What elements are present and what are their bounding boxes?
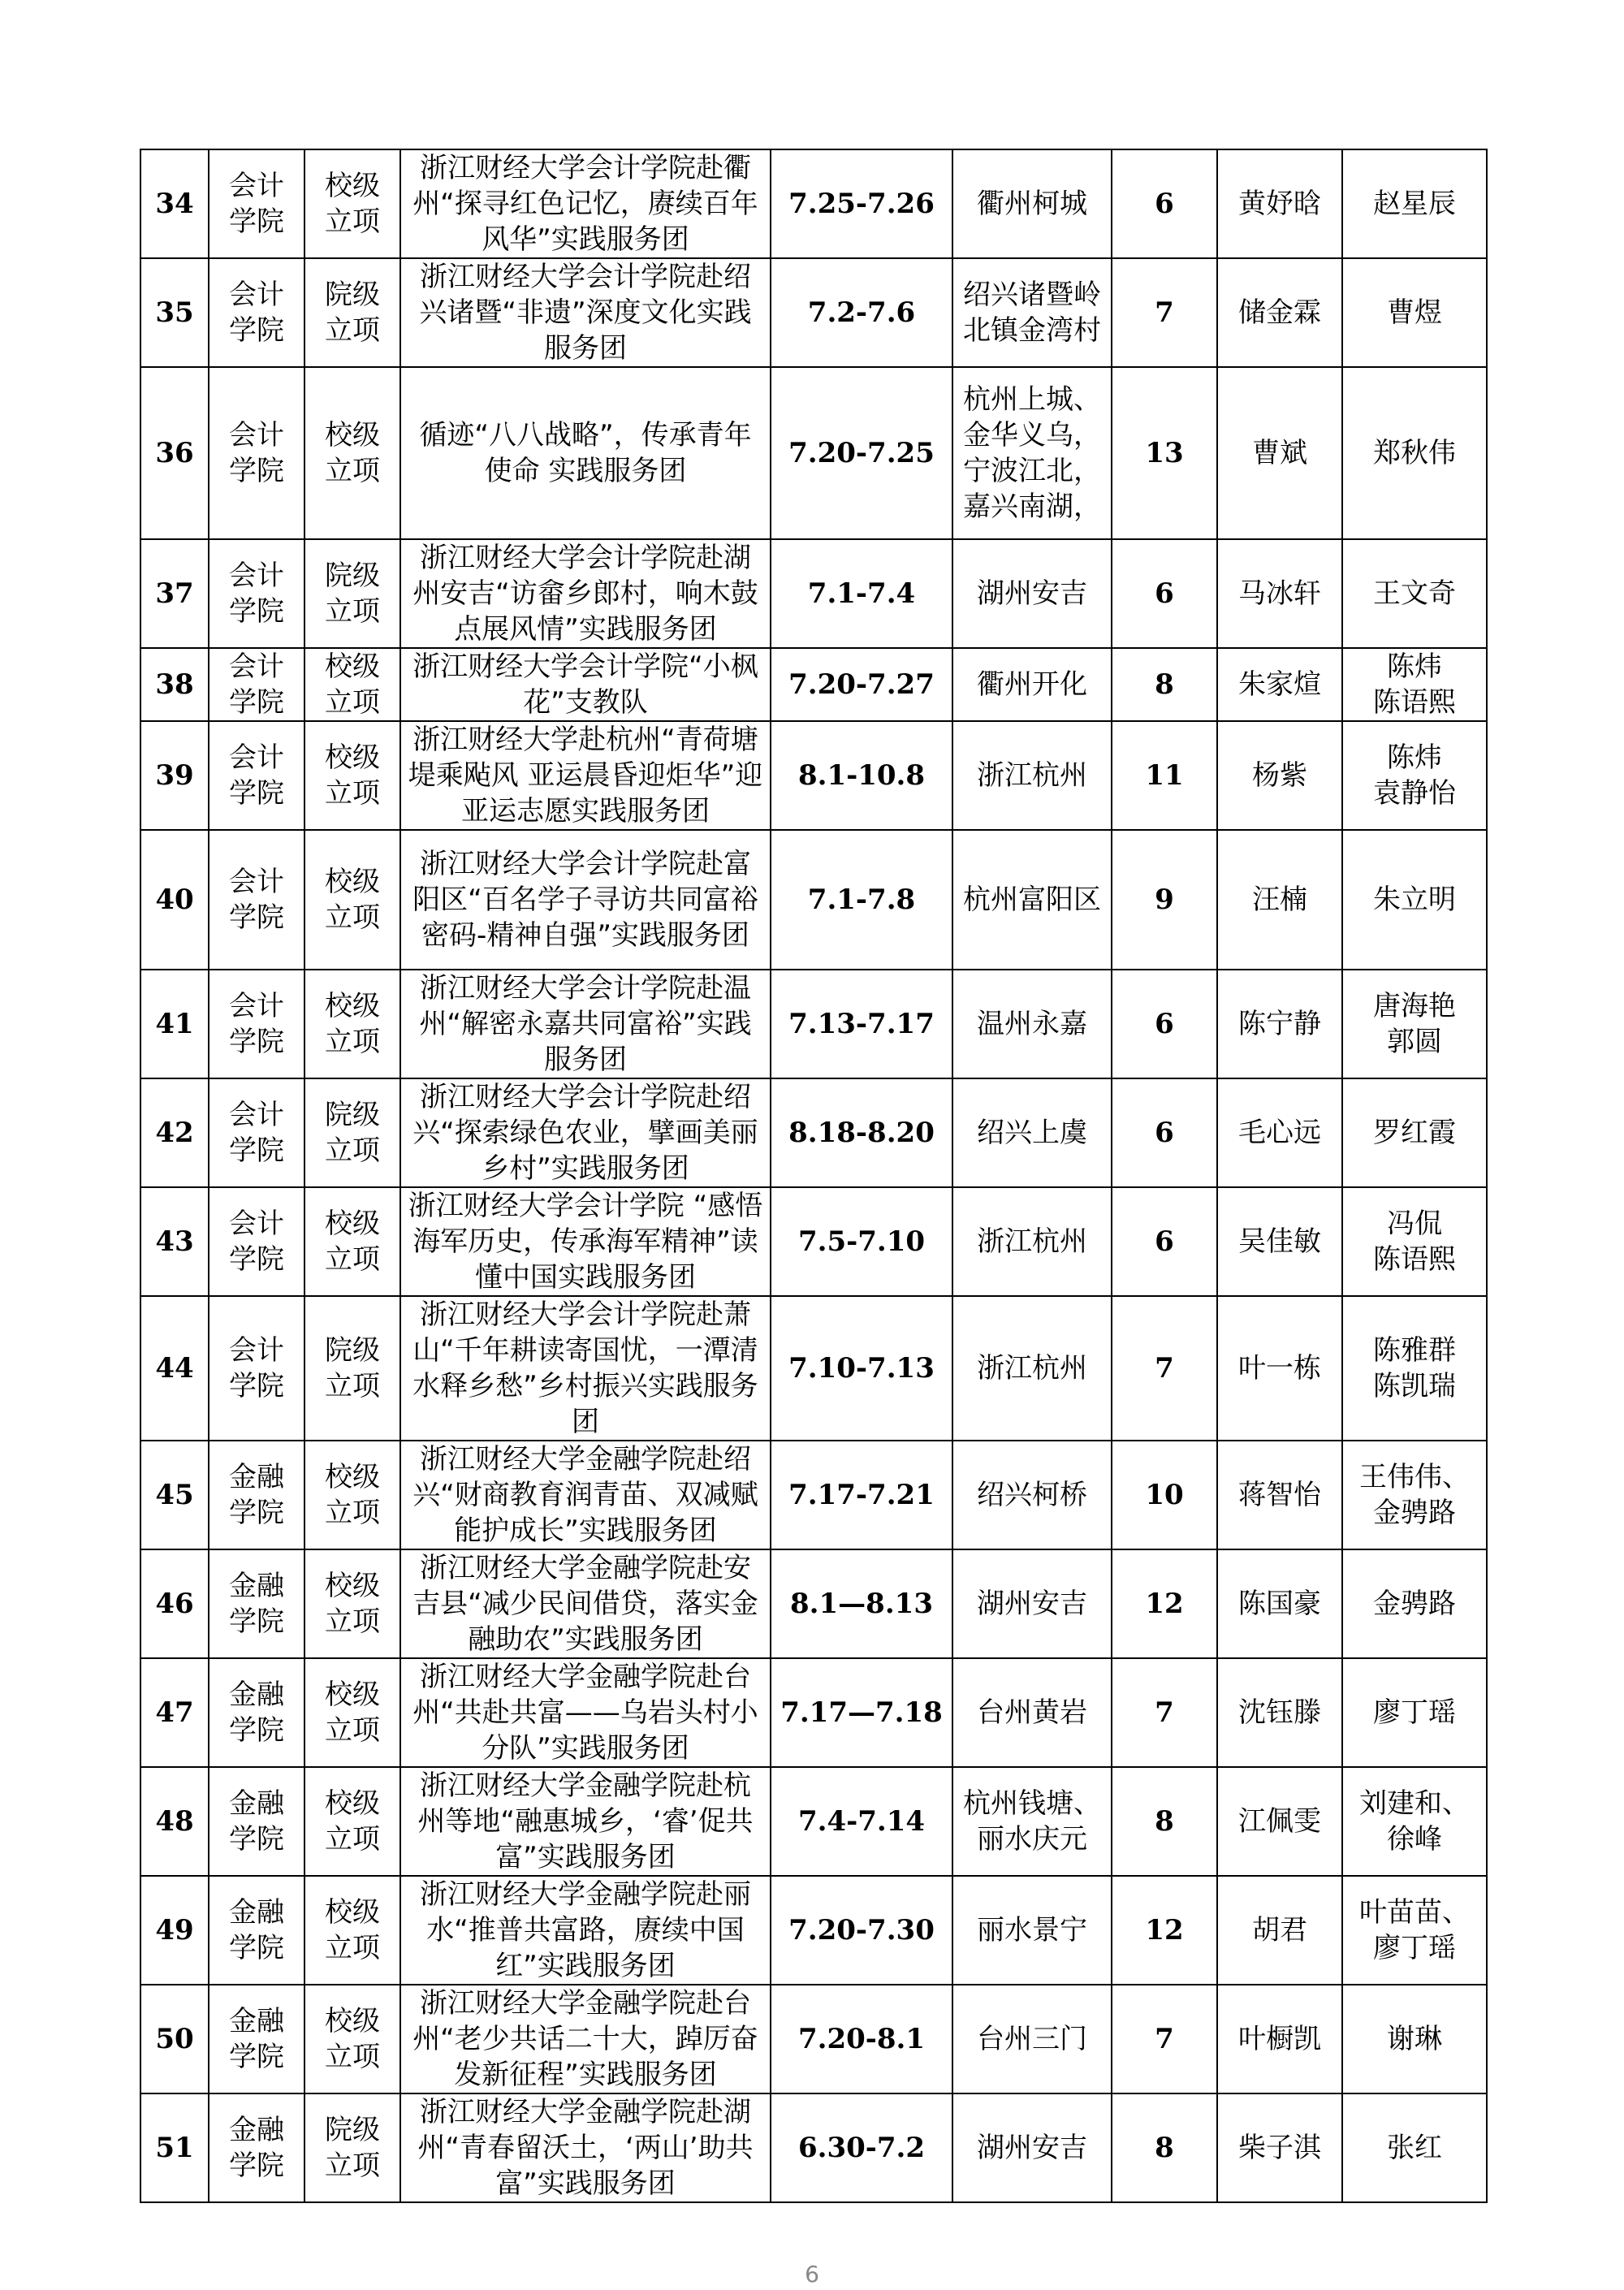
leader-cell: 储金霖 <box>1217 258 1342 367</box>
table-row <box>140 367 1487 539</box>
leader-cell: 陈国豪 <box>1217 1549 1342 1658</box>
row-number-cell: 44 <box>140 1296 209 1441</box>
row-number-cell: 34 <box>140 149 209 258</box>
location-cell: 温州永嘉 <box>952 970 1112 1078</box>
leader-cell: 吴佳敏 <box>1217 1187 1342 1296</box>
level-cell: 校级 立项 <box>304 149 400 258</box>
level-cell: 校级 立项 <box>304 1658 400 1767</box>
leader-cell: 江佩雯 <box>1217 1767 1342 1876</box>
level-cell: 校级 立项 <box>304 1549 400 1658</box>
project-name-cell: 浙江财经大学金融学院赴绍兴“财商教育润青苗、双减赋能护成长”实践服务团 <box>400 1441 771 1549</box>
college-cell: 会计 学院 <box>209 1187 304 1296</box>
college-cell: 会计 学院 <box>209 970 304 1078</box>
advisor-cell: 陈雅群 陈凯瑞 <box>1342 1296 1487 1441</box>
member-count-cell: 7 <box>1112 1296 1217 1441</box>
project-name-cell: 浙江财经大学金融学院赴湖州“青春留沃土，‘两山’助共富”实践服务团 <box>400 2093 771 2202</box>
project-name-cell: 循迹“八八战略”，传承青年使命 实践服务团 <box>400 367 771 539</box>
date-cell: 7.1-7.8 <box>771 830 952 970</box>
member-count-cell: 7 <box>1112 1985 1217 2093</box>
college-cell: 金融 学院 <box>209 2093 304 2202</box>
location-cell: 浙江杭州 <box>952 1187 1112 1296</box>
location-cell: 绍兴柯桥 <box>952 1441 1112 1549</box>
member-count-cell: 6 <box>1112 1078 1217 1187</box>
row-number-cell: 38 <box>140 648 209 721</box>
member-count-cell: 12 <box>1112 1549 1217 1658</box>
table-row <box>140 970 1487 1078</box>
table-row <box>140 1078 1487 1187</box>
member-count-cell: 8 <box>1112 1767 1217 1876</box>
location-cell: 台州黄岩 <box>952 1658 1112 1767</box>
advisor-cell: 张红 <box>1342 2093 1487 2202</box>
row-number-cell: 45 <box>140 1441 209 1549</box>
table-row <box>140 721 1487 830</box>
member-count-cell: 6 <box>1112 539 1217 648</box>
row-number-cell: 42 <box>140 1078 209 1187</box>
location-cell: 丽水景宁 <box>952 1876 1112 1985</box>
member-count-cell: 7 <box>1112 1658 1217 1767</box>
page-number: 6 <box>805 2261 819 2288</box>
table-row <box>140 1985 1487 2093</box>
location-cell: 衢州柯城 <box>952 149 1112 258</box>
date-cell: 7.17-7.21 <box>771 1441 952 1549</box>
table-row <box>140 1296 1487 1441</box>
row-number-cell: 36 <box>140 367 209 539</box>
location-cell: 杭州富阳区 <box>952 830 1112 970</box>
date-cell: 7.20-8.1 <box>771 1985 952 2093</box>
leader-cell: 朱家煊 <box>1217 648 1342 721</box>
date-cell: 7.5-7.10 <box>771 1187 952 1296</box>
table-row <box>140 1658 1487 1767</box>
location-cell: 杭州钱塘、丽水庆元 <box>952 1767 1112 1876</box>
level-cell: 校级 立项 <box>304 830 400 970</box>
member-count-cell: 8 <box>1112 648 1217 721</box>
project-name-cell: 浙江财经大学会计学院赴绍兴“探索绿色农业，擘画美丽乡村”实践服务团 <box>400 1078 771 1187</box>
project-table-body <box>140 149 1487 2202</box>
date-cell: 8.18-8.20 <box>771 1078 952 1187</box>
date-cell: 7.13-7.17 <box>771 970 952 1078</box>
project-name-cell: 浙江财经大学会计学院赴萧山“千年耕读寄国忧，一潭清水释乡愁”乡村振兴实践服务团 <box>400 1296 771 1441</box>
date-cell: 6.30-7.2 <box>771 2093 952 2202</box>
leader-cell: 沈钰滕 <box>1217 1658 1342 1767</box>
date-cell: 7.1-7.4 <box>771 539 952 648</box>
college-cell: 会计 学院 <box>209 367 304 539</box>
table-row <box>140 2093 1487 2202</box>
table-row <box>140 1876 1487 1985</box>
leader-cell: 叶一栋 <box>1217 1296 1342 1441</box>
project-name-cell: 浙江财经大学会计学院赴衢州“探寻红色记忆，赓续百年风华”实践服务团 <box>400 149 771 258</box>
row-number-cell: 48 <box>140 1767 209 1876</box>
college-cell: 金融 学院 <box>209 1549 304 1658</box>
date-cell: 7.10-7.13 <box>771 1296 952 1441</box>
project-name-cell: 浙江财经大学金融学院赴杭州等地“融惠城乡，‘睿’促共富”实践服务团 <box>400 1767 771 1876</box>
advisor-cell: 曹煜 <box>1342 258 1487 367</box>
project-name-cell: 浙江财经大学会计学院 “感悟海军历史，传承海军精神”读懂中国实践服务团 <box>400 1187 771 1296</box>
project-name-cell: 浙江财经大学金融学院赴台州“老少共话二十大，踔厉奋发新征程”实践服务团 <box>400 1985 771 2093</box>
advisor-cell: 唐海艳 郭圆 <box>1342 970 1487 1078</box>
advisor-cell: 金骋路 <box>1342 1549 1487 1658</box>
college-cell: 金融 学院 <box>209 1985 304 2093</box>
location-cell: 浙江杭州 <box>952 1296 1112 1441</box>
date-cell: 8.1—8.13 <box>771 1549 952 1658</box>
advisor-cell: 谢琳 <box>1342 1985 1487 2093</box>
leader-cell: 毛心远 <box>1217 1078 1342 1187</box>
date-cell: 7.4-7.14 <box>771 1767 952 1876</box>
level-cell: 校级 立项 <box>304 1876 400 1985</box>
level-cell: 校级 立项 <box>304 1187 400 1296</box>
leader-cell: 胡君 <box>1217 1876 1342 1985</box>
project-name-cell: 浙江财经大学金融学院赴丽水“推普共富路，赓续中国红”实践服务团 <box>400 1876 771 1985</box>
member-count-cell: 12 <box>1112 1876 1217 1985</box>
level-cell: 校级 立项 <box>304 367 400 539</box>
location-cell: 湖州安吉 <box>952 539 1112 648</box>
table-row <box>140 149 1487 258</box>
level-cell: 院级 立项 <box>304 1078 400 1187</box>
level-cell: 院级 立项 <box>304 258 400 367</box>
advisor-cell: 陈炜 袁静怡 <box>1342 721 1487 830</box>
college-cell: 会计 学院 <box>209 258 304 367</box>
member-count-cell: 10 <box>1112 1441 1217 1549</box>
project-name-cell: 浙江财经大学赴杭州“青荷塘堤乘飐风 亚运晨昏迎炬华”迎亚运志愿实践服务团 <box>400 721 771 830</box>
leader-cell: 黄妤晗 <box>1217 149 1342 258</box>
location-cell: 绍兴上虞 <box>952 1078 1112 1187</box>
table-row <box>140 1187 1487 1296</box>
college-cell: 会计 学院 <box>209 149 304 258</box>
project-table <box>140 149 1488 2203</box>
row-number-cell: 35 <box>140 258 209 367</box>
level-cell: 校级 立项 <box>304 648 400 721</box>
advisor-cell: 陈炜 陈语熙 <box>1342 648 1487 721</box>
leader-cell: 曹斌 <box>1217 367 1342 539</box>
date-cell: 7.20-7.30 <box>771 1876 952 1985</box>
college-cell: 会计 学院 <box>209 830 304 970</box>
project-name-cell: 浙江财经大学会计学院“小枫花”支教队 <box>400 648 771 721</box>
row-number-cell: 40 <box>140 830 209 970</box>
project-name-cell: 浙江财经大学金融学院赴安吉县“减少民间借贷，落实金融助农”实践服务团 <box>400 1549 771 1658</box>
member-count-cell: 11 <box>1112 721 1217 830</box>
project-name-cell: 浙江财经大学会计学院赴温州“解密永嘉共同富裕”实践服务团 <box>400 970 771 1078</box>
college-cell: 金融 学院 <box>209 1767 304 1876</box>
table-row <box>140 648 1487 721</box>
row-number-cell: 37 <box>140 539 209 648</box>
table-row <box>140 539 1487 648</box>
location-cell: 衢州开化 <box>952 648 1112 721</box>
project-name-cell: 浙江财经大学金融学院赴台州“共赴共富——乌岩头村小分队”实践服务团 <box>400 1658 771 1767</box>
table-row <box>140 1441 1487 1549</box>
college-cell: 会计 学院 <box>209 721 304 830</box>
level-cell: 院级 立项 <box>304 2093 400 2202</box>
advisor-cell: 廖丁瑶 <box>1342 1658 1487 1767</box>
advisor-cell: 罗红霞 <box>1342 1078 1487 1187</box>
date-cell: 7.17—7.18 <box>771 1658 952 1767</box>
leader-cell: 马冰轩 <box>1217 539 1342 648</box>
college-cell: 会计 学院 <box>209 648 304 721</box>
level-cell: 院级 立项 <box>304 1296 400 1441</box>
location-cell: 台州三门 <box>952 1985 1112 2093</box>
advisor-cell: 朱立明 <box>1342 830 1487 970</box>
date-cell: 7.20-7.25 <box>771 367 952 539</box>
advisor-cell: 冯侃 陈语熙 <box>1342 1187 1487 1296</box>
project-name-cell: 浙江财经大学会计学院赴湖州安吉“访畲乡郎村，响木鼓点展风情”实践服务团 <box>400 539 771 648</box>
leader-cell: 汪楠 <box>1217 830 1342 970</box>
table-row <box>140 258 1487 367</box>
level-cell: 校级 立项 <box>304 970 400 1078</box>
location-cell: 湖州安吉 <box>952 2093 1112 2202</box>
table-row <box>140 1767 1487 1876</box>
level-cell: 校级 立项 <box>304 1441 400 1549</box>
member-count-cell: 6 <box>1112 1187 1217 1296</box>
leader-cell: 蒋智怡 <box>1217 1441 1342 1549</box>
member-count-cell: 9 <box>1112 830 1217 970</box>
leader-cell: 杨紫 <box>1217 721 1342 830</box>
leader-cell: 叶橱凯 <box>1217 1985 1342 2093</box>
project-name-cell: 浙江财经大学会计学院赴绍兴诸暨“非遗”深度文化实践服务团 <box>400 258 771 367</box>
advisor-cell: 王文奇 <box>1342 539 1487 648</box>
table-row <box>140 830 1487 970</box>
member-count-cell: 8 <box>1112 2093 1217 2202</box>
member-count-cell: 6 <box>1112 970 1217 1078</box>
location-cell: 浙江杭州 <box>952 721 1112 830</box>
row-number-cell: 47 <box>140 1658 209 1767</box>
college-cell: 金融 学院 <box>209 1876 304 1985</box>
leader-cell: 陈宁静 <box>1217 970 1342 1078</box>
level-cell: 校级 立项 <box>304 1767 400 1876</box>
date-cell: 7.25-7.26 <box>771 149 952 258</box>
level-cell: 校级 立项 <box>304 721 400 830</box>
row-number-cell: 46 <box>140 1549 209 1658</box>
date-cell: 8.1-10.8 <box>771 721 952 830</box>
college-cell: 金融 学院 <box>209 1658 304 1767</box>
advisor-cell: 郑秋伟 <box>1342 367 1487 539</box>
location-cell: 绍兴诸暨岭北镇金湾村 <box>952 258 1112 367</box>
location-cell: 杭州上城、金华义乌，宁波江北，嘉兴南湖， <box>952 367 1112 539</box>
advisor-cell: 刘建和、 徐峰 <box>1342 1767 1487 1876</box>
advisor-cell: 叶苗苗、 廖丁瑶 <box>1342 1876 1487 1985</box>
row-number-cell: 39 <box>140 721 209 830</box>
row-number-cell: 41 <box>140 970 209 1078</box>
date-cell: 7.2-7.6 <box>771 258 952 367</box>
college-cell: 会计 学院 <box>209 539 304 648</box>
leader-cell: 柴子淇 <box>1217 2093 1342 2202</box>
date-cell: 7.20-7.27 <box>771 648 952 721</box>
college-cell: 会计 学院 <box>209 1296 304 1441</box>
member-count-cell: 13 <box>1112 367 1217 539</box>
location-cell: 湖州安吉 <box>952 1549 1112 1658</box>
row-number-cell: 43 <box>140 1187 209 1296</box>
college-cell: 会计 学院 <box>209 1078 304 1187</box>
member-count-cell: 7 <box>1112 258 1217 367</box>
advisor-cell: 王伟伟、 金骋路 <box>1342 1441 1487 1549</box>
level-cell: 校级 立项 <box>304 1985 400 2093</box>
row-number-cell: 50 <box>140 1985 209 2093</box>
college-cell: 金融 学院 <box>209 1441 304 1549</box>
project-name-cell: 浙江财经大学会计学院赴富阳区“百名学子寻访共同富裕密码-精神自强”实践服务团 <box>400 830 771 970</box>
row-number-cell: 49 <box>140 1876 209 1985</box>
row-number-cell: 51 <box>140 2093 209 2202</box>
advisor-cell: 赵星辰 <box>1342 149 1487 258</box>
level-cell: 院级 立项 <box>304 539 400 648</box>
table-row <box>140 1549 1487 1658</box>
member-count-cell: 6 <box>1112 149 1217 258</box>
